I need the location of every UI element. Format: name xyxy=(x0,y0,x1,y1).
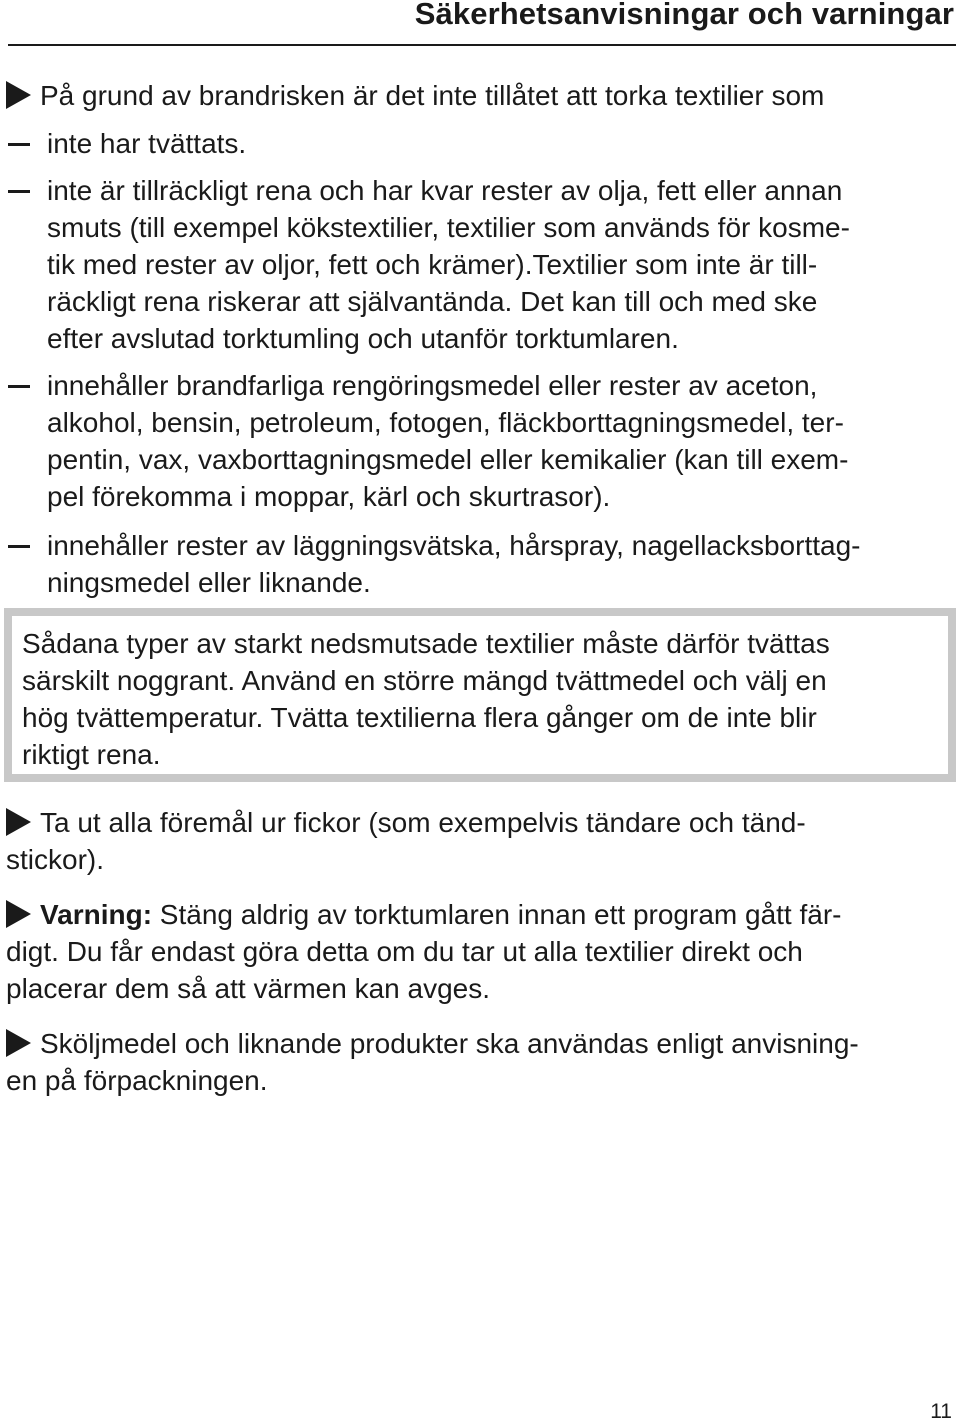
page-number: 11 xyxy=(930,1400,952,1423)
list-item-line: ningsmedel eller liknande. xyxy=(47,567,371,598)
section1-intro: På grund av brandrisken är det inte tillåtet att torka textilier som xyxy=(40,80,825,111)
dash-bullet-icon xyxy=(8,545,30,548)
page-title: Säkerhetsanvisningar och varningar xyxy=(414,0,954,31)
bullet-arrow-icon xyxy=(6,808,31,836)
warning-label: Varning: xyxy=(40,899,153,930)
section3-line: digt. Du får endast göra detta om du tar ut alla textilier direkt och xyxy=(6,936,803,967)
bullet-arrow-icon xyxy=(6,1029,31,1057)
notice-line: Sådana typer av starkt nedsmutsade textilier måste därför tvättas xyxy=(22,628,830,659)
list-item-line: innehåller brandfarliga rengöringsmedel eller rester av aceton, xyxy=(47,370,818,401)
section2-line: stickor). xyxy=(6,844,104,875)
section4-line: en på förpackningen. xyxy=(6,1065,268,1096)
section3-first-line xyxy=(40,896,841,933)
notice-line: hög tvättemperatur. Tvätta textilierna flera gånger om de inte blir xyxy=(22,702,817,733)
section2-line: Ta ut alla föremål ur fickor (som exempelvis tändare och tänd- xyxy=(40,807,806,838)
list-item-line: inte har tvättats. xyxy=(47,128,247,159)
notice-line: särskilt noggrant. Använd en större mängd tvättmedel och välj en xyxy=(22,665,827,696)
section3-line: placerar dem så att värmen kan avges. xyxy=(6,973,491,1004)
section4-line: Sköljmedel och liknande produkter ska användas enligt anvisning- xyxy=(40,1028,859,1059)
list-item-line: efter avslutad torktumling och utanför torktumlaren. xyxy=(47,323,679,354)
list-item-line: tik med rester av oljor, fett och krämer).Textilier som inte är till- xyxy=(47,249,818,280)
list-item-line: pel förekomma i moppar, kärl och skurtrasor). xyxy=(47,481,611,512)
list-item-line: räckligt rena riskerar att självantända. Det kan till och med ske xyxy=(47,286,818,317)
list-item-line: innehåller rester av läggningsvätska, hårspray, nagellacksborttag- xyxy=(47,530,861,561)
warning-text: Stäng aldrig av torktumlaren innan ett program gått fär- xyxy=(152,899,842,930)
list-item-line: alkohol, bensin, petroleum, fotogen, fläckborttagningsmedel, ter- xyxy=(47,407,844,438)
notice-line: riktigt rena. xyxy=(22,739,161,770)
bullet-arrow-icon xyxy=(6,900,31,928)
dash-bullet-icon xyxy=(8,385,30,388)
dash-bullet-icon xyxy=(8,143,30,146)
page-header xyxy=(8,0,956,46)
list-item-line: smuts (till exempel kökstextilier, textilier som används för kosme- xyxy=(47,212,850,243)
list-item-line: pentin, vax, vaxborttagningsmedel eller kemikalier (kan till exem- xyxy=(47,444,849,475)
dash-bullet-icon xyxy=(8,190,30,193)
bullet-arrow-icon xyxy=(6,81,31,109)
list-item-line: inte är tillräckligt rena och har kvar rester av olja, fett eller annan xyxy=(47,175,843,206)
